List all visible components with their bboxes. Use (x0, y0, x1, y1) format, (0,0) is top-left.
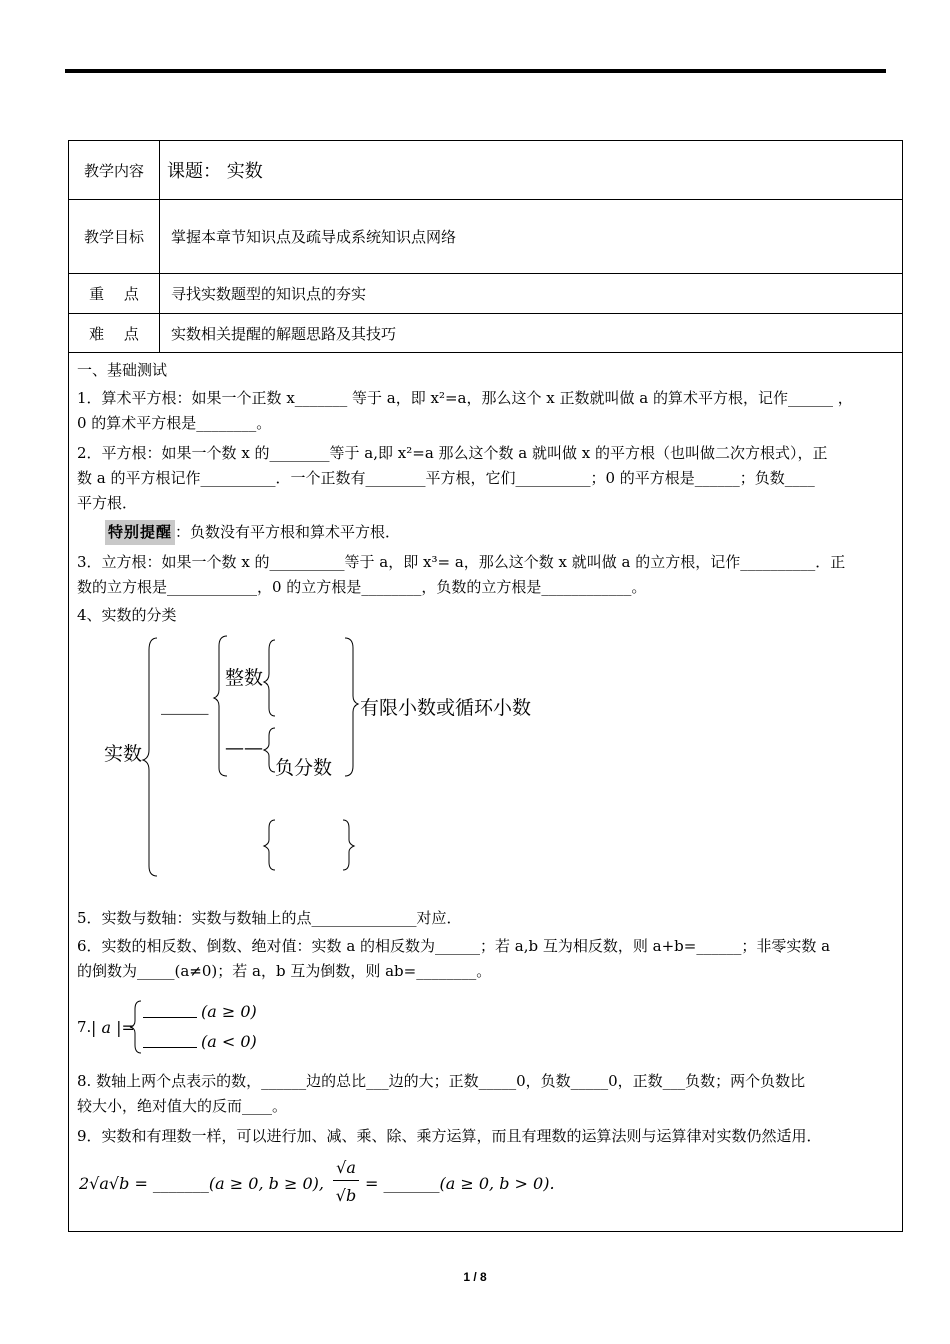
row-goal (69, 200, 902, 274)
q9-formula1: 2√a√b = _______(a ≥ 0, b ≥ 0), (79, 1174, 324, 1193)
row-difficulty (69, 314, 902, 353)
q8-line1: 8. 数轴上两个点表示的数，______边的总比___边的大；正数_____0，负数_____0，正数___负数；两个负数比 (77, 1072, 806, 1090)
real-number-root: 实数 (104, 743, 143, 765)
goal-value: 掌握本章节知识点及疏导成系统知识点网络 (171, 228, 457, 246)
q8-line2: 较大小，绝对值大的反而____。 (77, 1097, 288, 1115)
q7-blank1 (143, 1003, 197, 1018)
q4-title: 4、实数的分类 (77, 606, 177, 624)
note-badge: 特别提醒 (105, 520, 175, 545)
q3-line1: 3．立方根：如果一个数 x 的__________等于 a，即 x³= a，那么这个数 x 就叫做 a 的立方根，记作__________．正 (77, 553, 846, 571)
key-label: 重 点 (69, 274, 160, 313)
integer-label: 整数 (225, 667, 264, 689)
q1-line2: 0 的算术平方根是________。 (77, 414, 272, 432)
q7-case2: (a < 0) (201, 1032, 257, 1051)
brace-lines (77, 630, 897, 880)
key-value: 寻找实数题型的知识点的夯实 (171, 285, 367, 303)
content-label: 教学内容 (69, 141, 160, 199)
q9-formula2-denominator: √b (335, 1186, 357, 1205)
blank-mid: —— (225, 737, 263, 759)
content-value: 课题： 实数 (167, 161, 263, 182)
classification-diagram (77, 630, 897, 880)
q9-formula2-rest: = _______(a ≥ 0, b > 0). (365, 1174, 555, 1193)
header-rule (65, 69, 886, 73)
q7-abs: | a |= (91, 1018, 135, 1037)
q7-blank2 (143, 1033, 197, 1048)
q2-line1: 2．平方根：如果一个数 x 的________等于 a,即 x²=a 那么这个数 a 就叫做 x 的平方根（也叫做二次方根式），正 (77, 444, 828, 462)
q7-prefix: 7. (77, 1018, 92, 1036)
row-content (69, 141, 902, 200)
section-title: 一、基础测试 (77, 361, 168, 379)
q2-line2: 数 a 的平方根记作__________．一个正数有________平方根，它们__________；0 的平方根是______；负数____ (77, 469, 815, 487)
note-text: ：负数没有平方根和算术平方根． (175, 523, 401, 541)
finite-decimal-label: 有限小数或循环小数 (360, 697, 532, 719)
q9-formulas (77, 1153, 897, 1209)
q6-line1: 6．实数的相反数、倒数、绝对值：实数 a 的相反数为______；若 a,b 互为相反数，则 a+b=______；非零实数 a (77, 937, 831, 955)
goal-label: 教学目标 (69, 200, 160, 273)
negative-fraction-label: 负分数 (275, 757, 333, 779)
q7-abs-value (77, 997, 897, 1057)
q7-case1: (a ≥ 0) (201, 1002, 257, 1021)
q5-line: 5．实数与数轴：实数与数轴上的点______________对应． (77, 909, 462, 927)
q9-line: 9．实数和有理数一样，可以进行加、减、乘、除、乘方运算，而且有理数的运算法则与运算律对实数仍然适用． (77, 1127, 822, 1145)
q2-line3: 平方根． (77, 494, 138, 512)
blank-top: _____ (161, 693, 209, 715)
page-number: 1 / 8 (463, 1270, 487, 1284)
q9-formula2-numerator: √a (333, 1155, 359, 1181)
special-note (105, 520, 925, 545)
difficulty-label: 难 点 (69, 314, 160, 352)
row-key (69, 274, 902, 314)
q1-line1: 1．算术平方根：如果一个正数 x_______ 等于 a，即 x²=a，那么这个 x 正数就叫做 a 的算术平方根，记作______ ， (77, 389, 853, 407)
difficulty-value: 实数相关提醒的解题思路及其技巧 (171, 324, 397, 343)
q6-line2: 的倒数为_____(a≠0)；若 a，b 互为倒数，则 ab=________。 (77, 962, 492, 980)
lesson-table (68, 140, 903, 1232)
q3-line2: 数的立方根是____________，0 的立方根是________，负数的立方根是____________。 (77, 578, 647, 596)
